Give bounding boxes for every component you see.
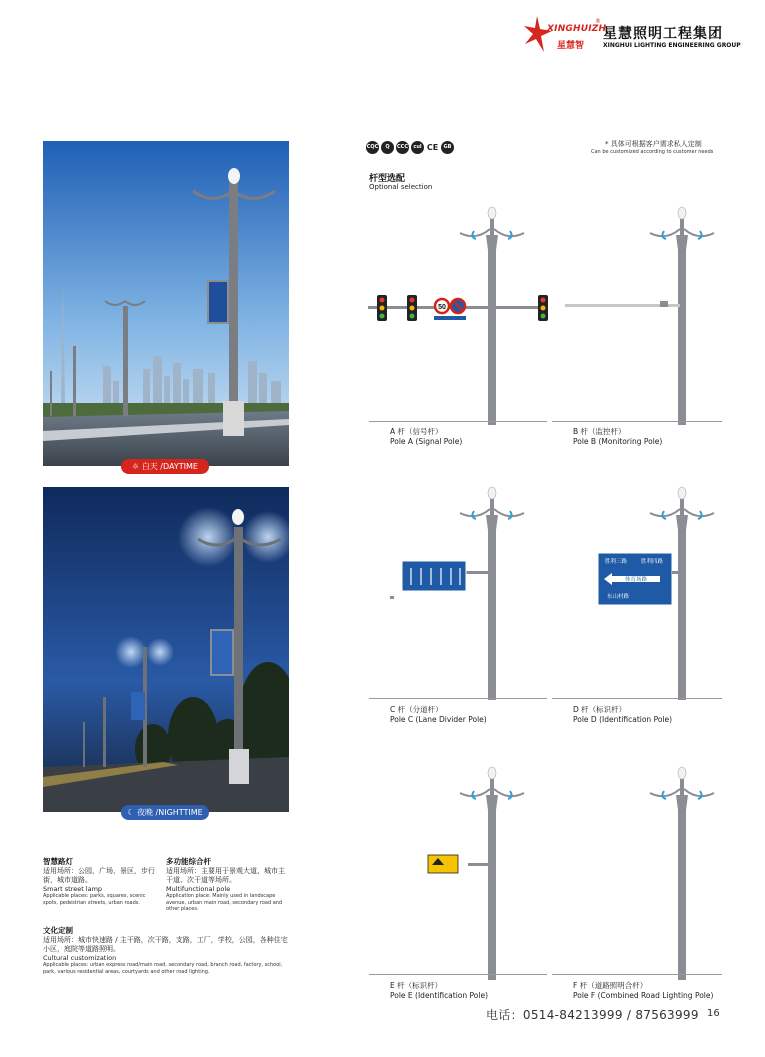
gb-cert-icon: GB xyxy=(441,141,454,154)
pole-b-diagram xyxy=(565,207,714,425)
divider-line xyxy=(369,421,547,422)
cultural-en: Applicable places: urban express road/main road, secondary road, branch road, factory, school, park, various residential areas, courtyards and other road lighting. xyxy=(43,962,283,975)
company-logo xyxy=(523,14,607,56)
smart-lamp-en-title: Smart street lamp xyxy=(43,885,103,893)
nighttime-photo xyxy=(43,487,289,812)
pole-a-diagram xyxy=(368,207,548,425)
camera-icon xyxy=(660,301,668,307)
daytime-badge: ☼ 白天 /DAYTIME xyxy=(121,459,209,474)
ccc-cert-icon: CCC xyxy=(396,141,409,154)
svg-text:体育场路: 体育场路 xyxy=(624,577,648,583)
pole-e-diagram xyxy=(428,767,524,980)
multifunctional-cn: 适用场所：主要用于景观大道、城市主干道、次干道等场所。 xyxy=(166,867,285,884)
page-number: 16 xyxy=(707,1008,720,1019)
divider-line xyxy=(552,974,722,975)
multifunctional-en-title: Multifunctional pole xyxy=(166,885,231,893)
daytime-photo xyxy=(43,141,289,466)
svg-text:50: 50 xyxy=(438,304,446,311)
logo-latin-text: XINGHUIZH xyxy=(547,24,607,34)
cqc-cert-icon: CQC xyxy=(366,141,379,154)
svg-text:东山村路: 东山村路 xyxy=(606,594,630,600)
sun-icon: ☼ xyxy=(132,462,142,471)
divider-line xyxy=(369,974,547,975)
moon-icon: ☾ xyxy=(127,808,137,817)
selection-title-cn: 杆型选配 xyxy=(369,174,406,184)
multifunctional-en: Application place: Mainly used in landscape avenue, urban main road, secondary road and other places. xyxy=(166,893,283,912)
cultural-title: 文化定制 xyxy=(43,926,73,935)
cultural-block xyxy=(43,925,290,975)
pole-b-caption: B 杆（监控杆） Pole B (Monitoring Pole) xyxy=(573,427,663,446)
logo-chinese-text: 星慧智 xyxy=(557,41,585,51)
custom-note-en: Can be customized according to customer needs xyxy=(591,149,714,155)
ce-cert-icon: CE xyxy=(426,143,439,152)
pole-diagrams xyxy=(360,195,730,995)
smart-lamp-title: 智慧路灯 xyxy=(43,857,73,866)
pole-f-caption: F 杆（道路照明合杆） Pole F (Combined Road Lighting Pole) xyxy=(573,981,714,1000)
smart-lamp-block xyxy=(43,856,158,906)
custom-note-cn: * 具体可根据客户需求私人定制 xyxy=(605,140,702,148)
pole-d-caption: D 杆（标识杆） Pole D (Identification Pole) xyxy=(573,705,673,724)
star-logo-icon xyxy=(523,14,553,54)
q-cert-icon: Q xyxy=(381,141,394,154)
pole-f-diagram xyxy=(650,767,714,980)
nighttime-badge: ☾ 夜晚 /NIGHTTIME xyxy=(121,805,209,820)
phone-number: 电话：0514-84213999 / 87563999 xyxy=(486,1008,699,1022)
divider-line xyxy=(552,698,722,699)
pole-c-diagram xyxy=(390,487,524,700)
cultural-en-title: Cultural customization xyxy=(43,954,117,962)
multifunctional-title: 多功能综合杆 xyxy=(166,857,211,866)
cul-cert-icon: cul xyxy=(411,141,424,154)
smart-lamp-cn: 适用场所：公园，广场，景区，步行街，城市道路。 xyxy=(43,867,155,884)
smart-lamp-en: Applicable places: parks, squares, scenic spots, pedestrian streets, urban roads. xyxy=(43,893,146,906)
certification-icons xyxy=(366,141,454,154)
cultural-cn: 适用场所：城市快速路 / 主干路，次干路，支路，工厂，学校，公园，各种住宅小区，庭院等道路照明。 xyxy=(43,936,288,953)
svg-text:胜利四路: 胜利四路 xyxy=(640,559,664,565)
pole-c-caption: C 杆（分道杆） Pole C (Lane Divider Pole) xyxy=(390,705,487,724)
pole-a-caption: A 杆（信号杆） Pole A (Signal Pole) xyxy=(390,427,463,446)
selection-title-en: Optional selection xyxy=(369,183,433,191)
registered-mark: ® xyxy=(595,18,601,25)
pole-e-caption: E 杆（标识杆） Pole E (Identification Pole) xyxy=(390,981,489,1000)
company-name-cn: 星慧照明工程集团 xyxy=(603,26,723,42)
lane-sign-icon xyxy=(402,561,466,591)
multifunctional-block xyxy=(166,856,290,913)
pole-d-diagram xyxy=(598,487,714,700)
svg-text:胜利三路: 胜利三路 xyxy=(604,559,628,565)
divider-line xyxy=(369,698,547,699)
company-name-en: XINGHUI LIGHTING ENGINEERING GROUP xyxy=(603,42,741,49)
divider-line xyxy=(552,421,722,422)
